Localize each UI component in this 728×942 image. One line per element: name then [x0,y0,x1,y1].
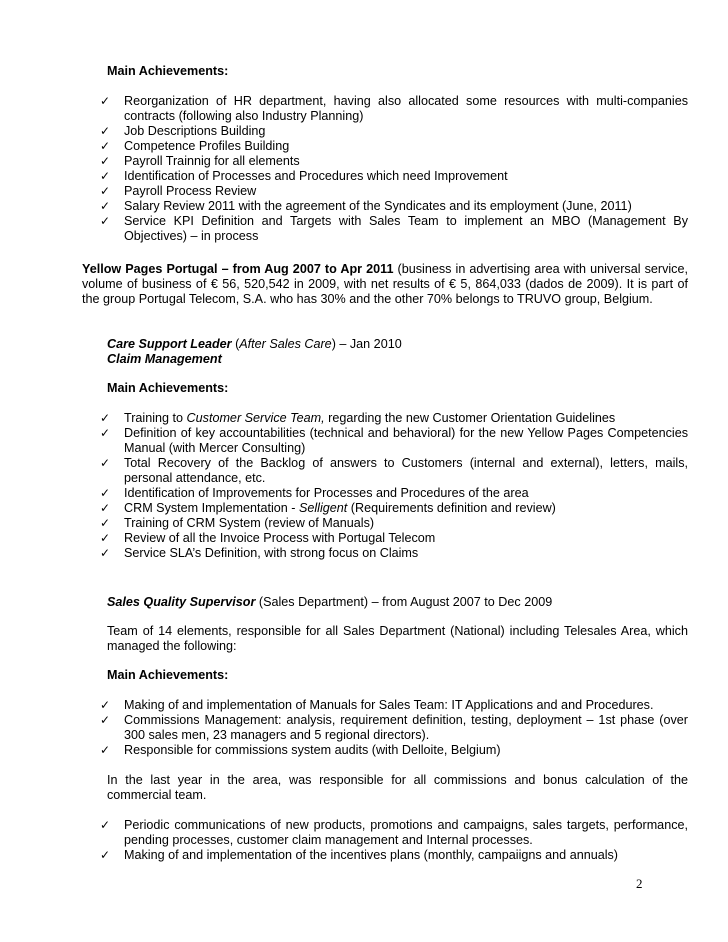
page-number: 2 [636,876,643,891]
list-item: ✓ Identification of Processes and Procedures which need Improvement [100,169,508,183]
list-item: ✓ Periodic communications of new products, promotions and campaigns, sales targets, performance, pending processes, customer claim management and Internal processes. [100,818,688,847]
check-icon: ✓ [100,94,111,108]
check-icon: ✓ [100,184,111,198]
role-title: Sales Quality Supervisor [107,595,256,609]
list-item: ✓ Identification of Improvements for Processes and Procedures of the area [100,486,529,500]
check-icon: ✓ [100,139,111,153]
check-icon: ✓ [100,531,111,545]
achievements-list-3 [100,698,688,758]
check-icon: ✓ [100,124,111,138]
role-header: Care Support Leader (After Sales Care) – Jan 2010 Claim Management [107,337,688,367]
check-icon: ✓ [100,743,111,757]
list-item: ✓ Making of and implementation of Manuals for Sales Team: IT Applications and and Procedures. [100,698,654,712]
section-heading: Main Achievements: [107,64,229,78]
check-icon: ✓ [100,426,111,440]
check-icon: ✓ [100,169,111,183]
achievements-list-4 [100,818,688,863]
list-item: ✓ Payroll Process Review [100,184,257,198]
list-item: ✓ Training to Customer Service Team, regarding the new Customer Orientation Guidelines [100,411,616,425]
check-icon: ✓ [100,546,111,560]
company-paragraph [82,262,688,307]
list-item: ✓ Service KPI Definition and Targets with Sales Team to implement an MBO (Management By Objectives) – in process [100,214,688,243]
list-item: ✓ Making of and implementation of the incentives plans (monthly, campaiigns and annuals) [100,848,618,862]
role-title: Care Support Leader [107,337,232,351]
list-item: ✓ Review of all the Invoice Process with Portugal Telecom [100,531,436,545]
list-item: ✓ Service SLA’s Definition, with strong focus on Claims [100,546,419,560]
last-year-paragraph: In the last year in the area, was responsible for all commissions and bonus calculation of the commercial team. [107,773,688,802]
check-icon: ✓ [100,154,111,168]
list-item: ✓ Payroll Trainnig for all elements [100,154,300,168]
company-description: (business in advertising area with universal service, volume of business of € 56, 520,542 in 2009, with net results of € 5, 864,033 (dados de 2009). It is part of the group Portugal Telecom, S.A. who has 30% and the other 70% belongs to TRUVO group, Belgium. [82,262,688,306]
list-item: ✓ Job Descriptions Building [100,124,266,138]
role-subtitle: Claim Management [107,352,222,366]
check-icon: ✓ [100,516,111,530]
check-icon: ✓ [100,411,111,425]
list-item: ✓ Competence Profiles Building [100,139,290,153]
list-item: ✓ Commissions Management: analysis, requirement definition, testing, deployment – 1st phase (over 300 sales men, 23 managers and 5 regional directors). [100,713,688,742]
role-header: Sales Quality Supervisor (Sales Department) – from August 2007 to Dec 2009 [107,595,553,609]
check-icon: ✓ [100,199,111,213]
list-item: ✓ CRM System Implementation - Selligent (Requirements definition and review) [100,501,556,515]
list-item: ✓ Salary Review 2011 with the agreement of the Syndicates and its employment (June, 2011) [100,199,632,213]
company-title: Yellow Pages Portugal – from Aug 2007 to Apr 2011 [82,262,394,276]
check-icon: ✓ [100,456,111,470]
list-item: ✓ Training of CRM System (review of Manuals) [100,516,375,530]
achievements-list-1 [100,94,688,244]
achievements-list-2 [100,411,688,561]
list-item: ✓ Definition of key accountabilities (technical and behavioral) for the new Yellow Pages Competencies Manual (with Mercer Consulting) [100,426,688,455]
list-item: ✓ Reorganization of HR department, having also allocated some resources with multi-companies contracts (following also Industry Planning) [100,94,688,123]
team-paragraph: Team of 14 elements, responsible for all Sales Department (National) including Telesales Area, which managed the following: [107,624,688,653]
list-item: ✓ Total Recovery of the Backlog of answers to Customers (internal and external), letters, mails, personal attendance, etc. [100,456,688,485]
role-department: After Sales Care [239,337,332,351]
check-icon: ✓ [100,501,111,515]
check-icon: ✓ [100,848,111,862]
check-icon: ✓ [100,818,111,832]
list-item: ✓ Responsible for commissions system audits (with Delloite, Belgium) [100,743,501,757]
section-heading: Main Achievements: [107,668,229,682]
check-icon: ✓ [100,486,111,500]
check-icon: ✓ [100,214,111,228]
check-icon: ✓ [100,713,111,727]
section-heading: Main Achievements: [107,381,229,395]
check-icon: ✓ [100,698,111,712]
